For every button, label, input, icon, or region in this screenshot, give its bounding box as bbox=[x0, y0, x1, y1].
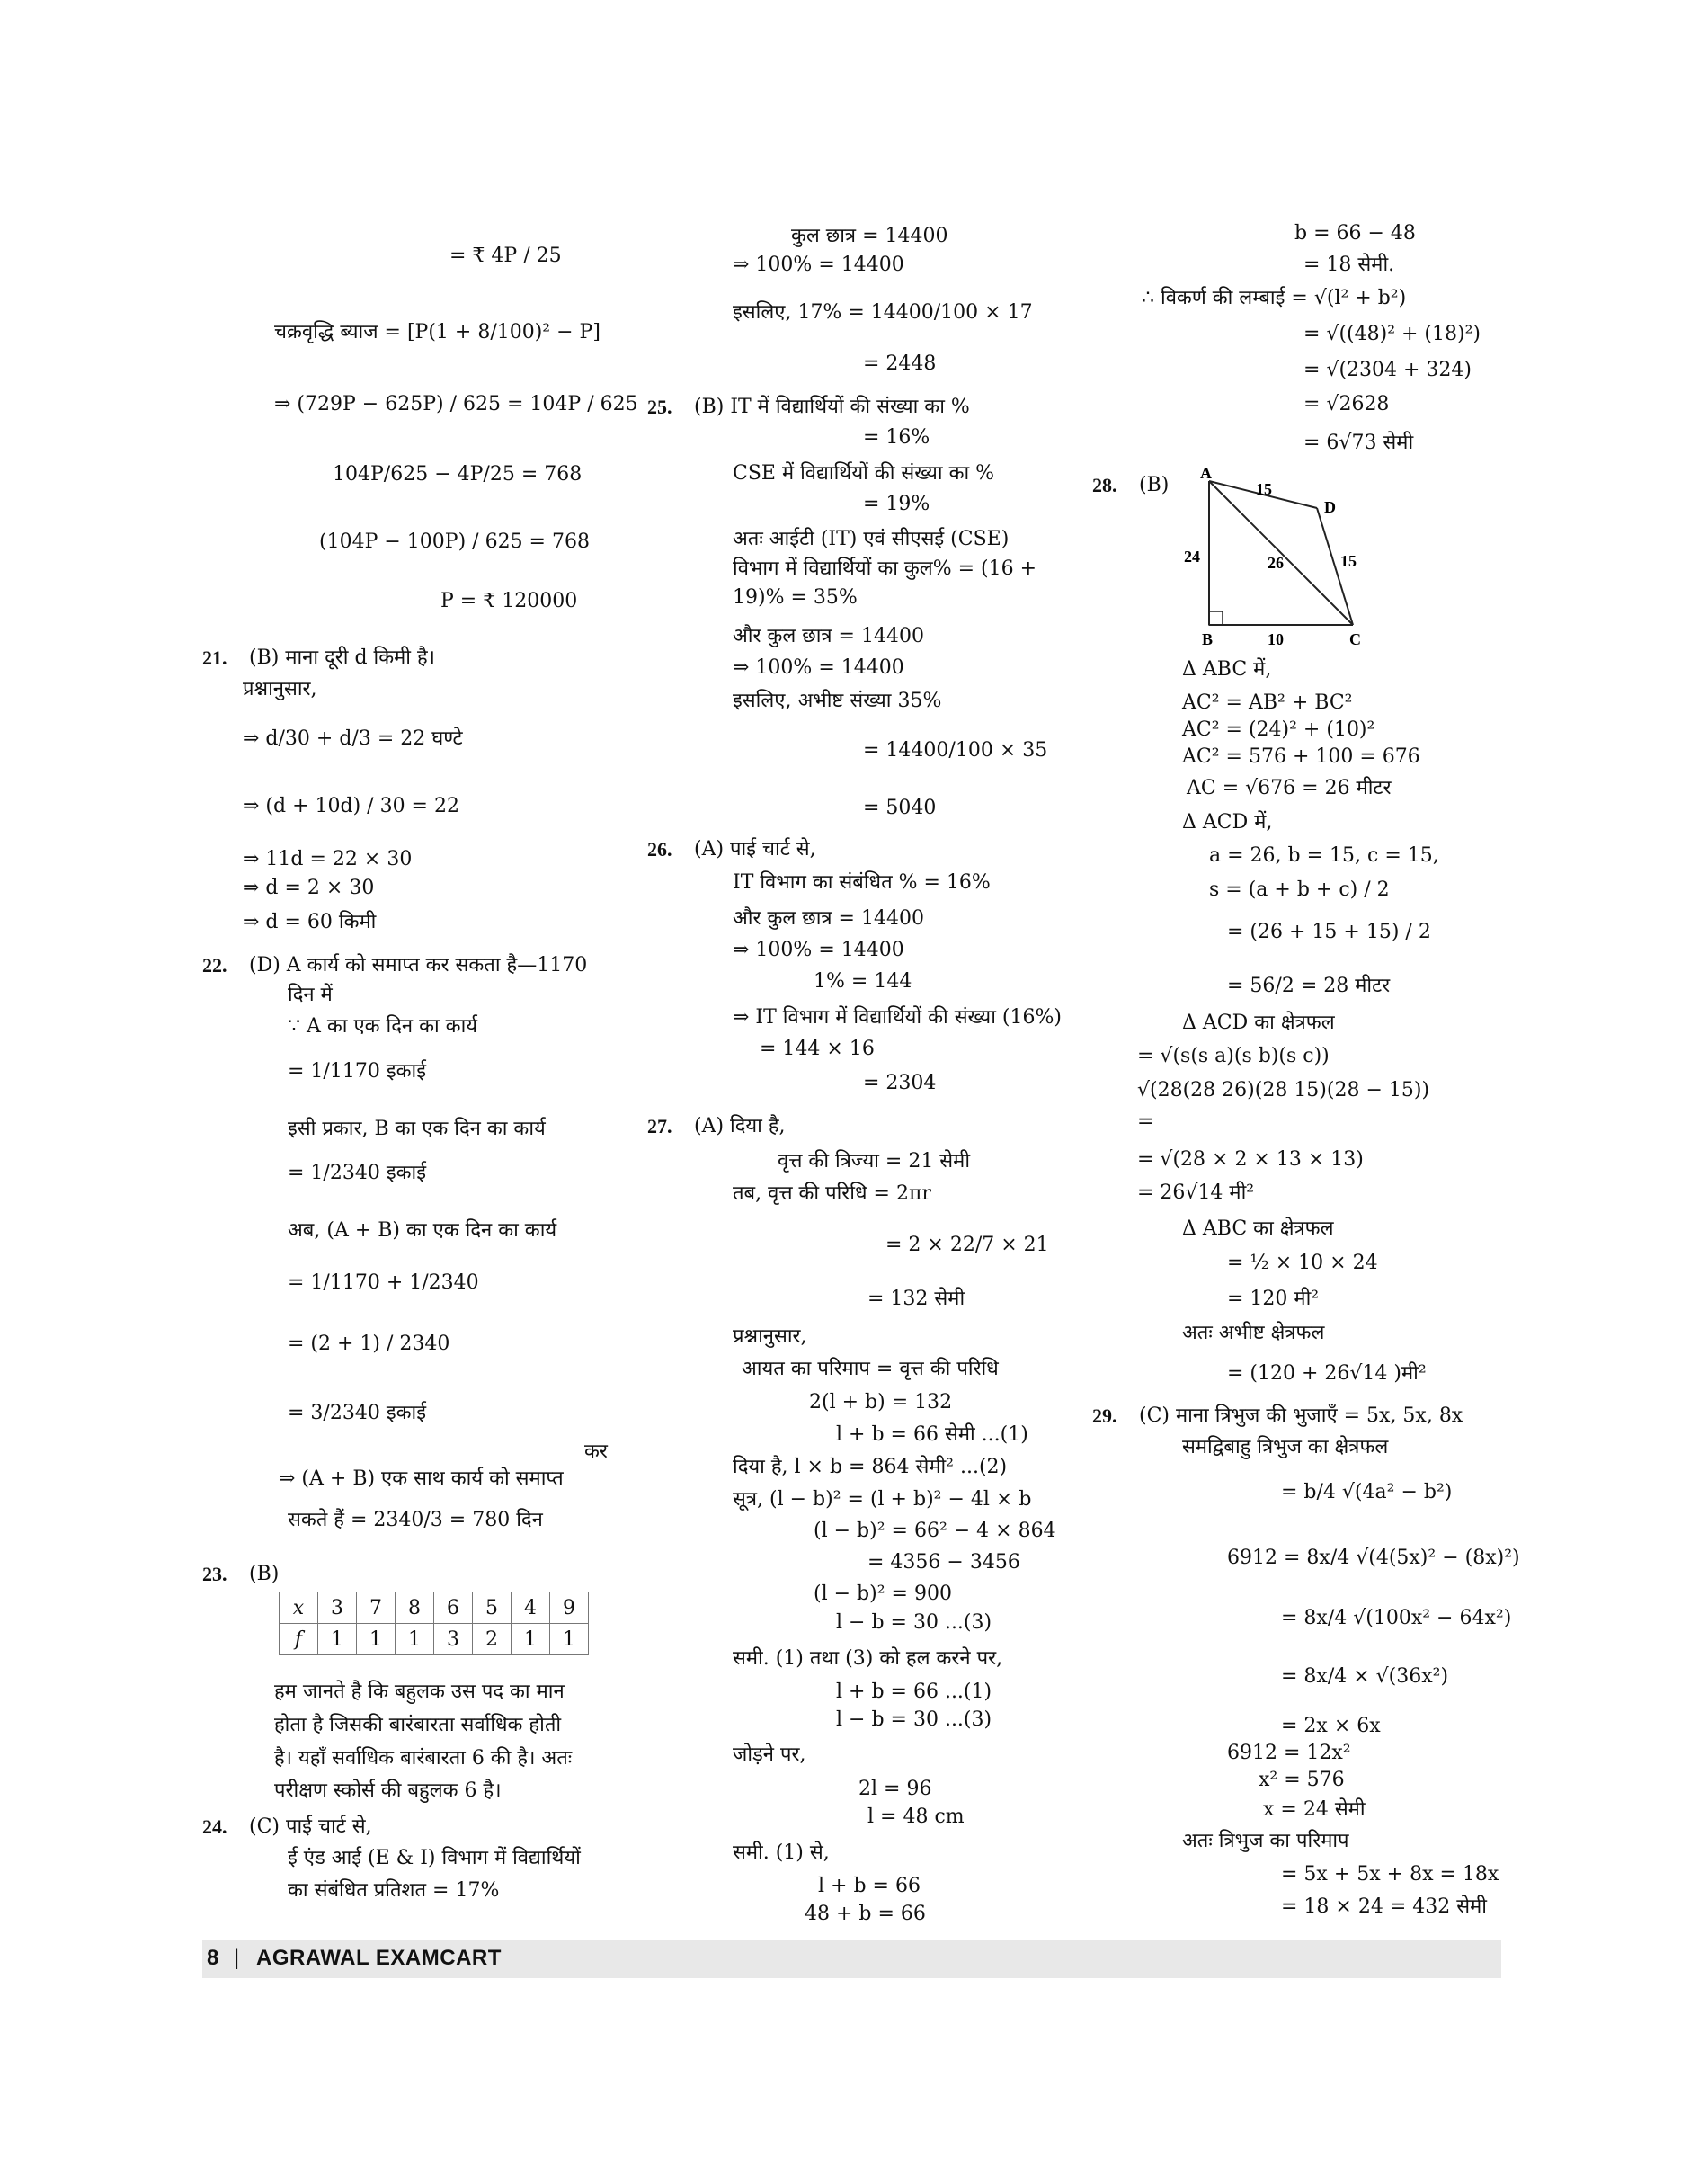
question-number: 23. bbox=[202, 1563, 227, 1585]
text-line: (C) पाई चार्ट से, bbox=[249, 1815, 372, 1838]
table-cell: 8 bbox=[396, 1592, 434, 1624]
text-line: का संबंधित प्रतिशत = 17% bbox=[288, 1879, 500, 1902]
table-cell: 5 bbox=[473, 1592, 512, 1624]
text-line: = bbox=[1137, 1110, 1154, 1133]
text-line: इसलिए, अभीष्ट संख्या 35% bbox=[733, 690, 942, 712]
text-line: प्रश्नानुसार, bbox=[243, 678, 317, 700]
text-line: ⇒ d = 2 × 30 bbox=[243, 877, 375, 899]
text-line: = 14400/100 × 35 bbox=[863, 739, 1048, 762]
text-line: 48 + b = 66 bbox=[805, 1903, 926, 1925]
text-line: = 144 × 16 bbox=[760, 1038, 875, 1060]
table-cell: 1 bbox=[357, 1624, 396, 1655]
table-cell: 2 bbox=[473, 1624, 512, 1655]
text-line: (A) दिया है, bbox=[694, 1115, 786, 1137]
question-number: 25. bbox=[647, 396, 672, 418]
text-line: जोड़ने पर, bbox=[733, 1743, 806, 1766]
text-line: प्रश्नानुसार, bbox=[733, 1325, 807, 1348]
text-line: (l − b)² = 66² − 4 × 864 bbox=[814, 1520, 1056, 1542]
text-line: Δ ABC का क्षेत्रफल bbox=[1182, 1217, 1334, 1240]
text-line: अतः त्रिभुज का परिमाप bbox=[1182, 1830, 1349, 1852]
text-line: ⇒ (729P − 625P) / 625 = 104P / 625 bbox=[274, 393, 638, 415]
text-line: 104P/625 − 4P/25 = 768 bbox=[333, 463, 583, 486]
text-line: 1% = 144 bbox=[814, 970, 912, 993]
text-line: 2(l + b) = 132 bbox=[809, 1391, 953, 1413]
text-line: ⇒ 100% = 14400 bbox=[733, 254, 904, 276]
table-header-cell: f bbox=[280, 1624, 318, 1655]
text-line: समी. (1) से, bbox=[733, 1841, 830, 1864]
text-line: (C) माना त्रिभुज की भुजाएँ = 5x, 5x, 8x bbox=[1139, 1404, 1463, 1427]
text-line: ∴ विकर्ण की लम्बाई = √(l² + b²) bbox=[1142, 287, 1407, 309]
text-line: ⇒ d/30 + d/3 = 22 घण्टे bbox=[243, 727, 463, 750]
text-line: l + b = 66 bbox=[818, 1875, 921, 1897]
question-number: 29. bbox=[1092, 1404, 1117, 1427]
text-line: सकते हैं = 2340/3 = 780 दिन bbox=[288, 1509, 543, 1531]
text-line: = 120 मी² bbox=[1227, 1288, 1320, 1310]
text-line: s = (a + b + c) / 2 bbox=[1209, 878, 1390, 901]
question-number: 24. bbox=[202, 1815, 227, 1838]
page-number: 8 bbox=[207, 1946, 219, 1970]
text-line: AC² = AB² + BC² bbox=[1182, 691, 1353, 714]
text-line: l = 48 cm bbox=[867, 1806, 965, 1828]
table-row bbox=[280, 1624, 589, 1655]
text-line: समी. (1) तथा (3) को हल करने पर, bbox=[733, 1647, 1003, 1670]
text-line: = 2448 bbox=[863, 352, 937, 375]
question-number: 27. bbox=[647, 1115, 672, 1137]
text-line: वृत्त की त्रिज्या = 21 सेमी bbox=[778, 1150, 971, 1173]
text-line: = √((48)² + (18)²) bbox=[1303, 323, 1481, 345]
text-line: दिन में bbox=[288, 984, 333, 1006]
text-line: Δ ACD का क्षेत्रफल bbox=[1182, 1012, 1335, 1034]
text-line: ∵ A का एक दिन का कार्य bbox=[288, 1015, 478, 1038]
text-line: कुल छात्र = 14400 bbox=[791, 225, 948, 247]
text-line: होता है जिसकी बारंबारता सर्वाधिक होती bbox=[274, 1714, 562, 1736]
text-line: दिया है, l × b = 864 सेमी² ...(2) bbox=[733, 1456, 1008, 1478]
text-line: = 2304 bbox=[863, 1072, 937, 1094]
table-cell: 6 bbox=[434, 1592, 473, 1624]
vertex-label: B bbox=[1202, 630, 1214, 648]
text-line: ⇒ 100% = 14400 bbox=[733, 656, 904, 679]
text-line: (D) A कार्य को समाप्त कर सकता है—1170 bbox=[249, 954, 588, 976]
text-line: x = 24 सेमी bbox=[1263, 1798, 1366, 1821]
page-footer bbox=[202, 1940, 1501, 1978]
text-line: = 4356 − 3456 bbox=[867, 1551, 1020, 1574]
text-line: और कुल छात्र = 14400 bbox=[733, 625, 924, 647]
text-line: AC = √676 = 26 मीटर bbox=[1187, 777, 1392, 799]
text-line: = 5040 bbox=[863, 797, 937, 819]
text-line: ⇒ 100% = 14400 bbox=[733, 939, 904, 961]
text-line: = 56/2 = 28 मीटर bbox=[1227, 975, 1391, 997]
text-line: = 8x/4 √(100x² − 64x²) bbox=[1281, 1607, 1512, 1629]
text-line: b = 66 − 48 bbox=[1294, 222, 1416, 245]
edge-label: 26 bbox=[1268, 554, 1284, 572]
text-line: l − b = 30 ...(3) bbox=[836, 1611, 992, 1634]
triangle-figure bbox=[1184, 464, 1371, 648]
text-line: (A) पाई चार्ट से, bbox=[694, 838, 816, 861]
text-line: अतः आईटी (IT) एवं सीएसई (CSE) bbox=[733, 528, 1010, 550]
text-line: = 18 सेमी. bbox=[1303, 254, 1395, 276]
table-cell: 3 bbox=[434, 1624, 473, 1655]
text-line: l − b = 30 ...(3) bbox=[836, 1708, 992, 1731]
text-line: √(28(28 26)(28 15)(28 − 15)) bbox=[1137, 1079, 1430, 1101]
text-line: = b/4 √(4a² − b²) bbox=[1281, 1481, 1453, 1503]
vertex-label: A bbox=[1200, 464, 1212, 482]
text-line: 2l = 96 bbox=[858, 1778, 932, 1800]
text-line: = 6√73 सेमी bbox=[1303, 432, 1414, 454]
text-line: हम जानते है कि बहुलक उस पद का मान bbox=[274, 1681, 565, 1703]
text-line: = 8x/4 × √(36x²) bbox=[1281, 1665, 1449, 1688]
vertex-label: D bbox=[1324, 498, 1336, 516]
text-line: Δ ABC में, bbox=[1182, 658, 1272, 681]
table-cell: 1 bbox=[550, 1624, 589, 1655]
text-line: = 1/2340 इकाई bbox=[288, 1162, 427, 1184]
text-line: इसलिए, 17% = 14400/100 × 17 bbox=[733, 301, 1033, 324]
text-line: ⇒ IT विभाग में विद्यार्थियों की संख्या (16%) bbox=[733, 1006, 1062, 1029]
text-line: 6912 = 12x² bbox=[1227, 1742, 1351, 1764]
text-line: IT विभाग का संबंधित % = 16% bbox=[733, 871, 991, 894]
text-line: ई एंड आई (E & I) विभाग में विद्यार्थियों bbox=[288, 1847, 581, 1869]
text-line: l + b = 66 ...(1) bbox=[836, 1681, 992, 1703]
question-number: 22. bbox=[202, 954, 227, 976]
edge-label: 24 bbox=[1184, 548, 1200, 566]
text-line: = ₹ 4P / 25 bbox=[449, 245, 562, 267]
text-line: = 2 × 22/7 × 21 bbox=[885, 1234, 1049, 1256]
text-line: = 18 × 24 = 432 सेमी bbox=[1281, 1895, 1487, 1918]
text-line: x² = 576 bbox=[1259, 1769, 1345, 1791]
question-number: 28. bbox=[1092, 474, 1117, 496]
text-line: (l − b)² = 900 bbox=[814, 1583, 952, 1605]
text-line: (B) bbox=[1139, 474, 1170, 496]
text-line: (104P − 100P) / 625 = 768 bbox=[319, 531, 590, 553]
frequency-table bbox=[279, 1592, 589, 1655]
text-line: = 1/1170 इकाई bbox=[288, 1060, 427, 1083]
text-line: ⇒ d = 60 किमी bbox=[243, 911, 377, 933]
text-line: 19)% = 35% bbox=[733, 586, 858, 609]
table-cell: 1 bbox=[512, 1624, 550, 1655]
text-line: = 1/1170 + 1/2340 bbox=[288, 1271, 479, 1294]
text-line: = 132 सेमी bbox=[867, 1288, 965, 1310]
text-line: (B) माना दूरी d किमी है। bbox=[249, 647, 435, 669]
text-line: 6912 = 8x/4 √(4(5x)² − (8x)²) bbox=[1227, 1547, 1520, 1569]
text-line: = 16% bbox=[863, 426, 930, 449]
text-line: = √(28 × 2 × 13 × 13) bbox=[1137, 1148, 1364, 1171]
text-line: कर bbox=[584, 1440, 608, 1463]
text-line: अतः अभीष्ट क्षेत्रफल bbox=[1182, 1322, 1325, 1344]
text-line: Δ ACD में, bbox=[1182, 811, 1273, 834]
text-line: = ½ × 10 × 24 bbox=[1227, 1252, 1378, 1274]
text-line: = 2x × 6x bbox=[1281, 1715, 1381, 1737]
text-line: = √(2304 + 324) bbox=[1303, 359, 1472, 381]
text-line: CSE में विद्यार्थियों की संख्या का % bbox=[733, 462, 995, 485]
text-line: तब, वृत्त की परिधि = 2πr bbox=[733, 1182, 931, 1205]
text-line: = (120 + 26√14 )मी² bbox=[1227, 1362, 1427, 1385]
question-number: 21. bbox=[202, 647, 227, 669]
table-cell: 7 bbox=[357, 1592, 396, 1624]
text-line: P = ₹ 120000 bbox=[440, 590, 578, 612]
text-line: (B) IT में विद्यार्थियों की संख्या का % bbox=[694, 396, 970, 418]
text-line: = 3/2340 इकाई bbox=[288, 1402, 427, 1424]
brand-name: AGRAWAL EXAMCART bbox=[256, 1946, 502, 1970]
edge-label: 15 bbox=[1340, 552, 1357, 570]
text-line: AC² = (24)² + (10)² bbox=[1182, 718, 1375, 741]
text-line: = 5x + 5x + 8x = 18x bbox=[1281, 1863, 1499, 1886]
table-cell: 4 bbox=[512, 1592, 550, 1624]
text-line: इसी प्रकार, B का एक दिन का कार्य bbox=[288, 1118, 546, 1140]
text-line: = 19% bbox=[863, 493, 930, 515]
table-header-cell: x bbox=[280, 1592, 318, 1624]
text-line: ⇒ (d + 10d) / 30 = 22 bbox=[243, 795, 459, 817]
table-cell: 3 bbox=[318, 1592, 357, 1624]
table-row bbox=[280, 1592, 589, 1624]
edge-label: 10 bbox=[1268, 630, 1284, 648]
text-line: अब, (A + B) का एक दिन का कार्य bbox=[288, 1219, 557, 1242]
text-line: परीक्षण स्कोर्स की बहुलक 6 है। bbox=[274, 1779, 502, 1802]
text-line: है। यहाँ सर्वाधिक बारंबारता 6 की है। अतः bbox=[274, 1747, 573, 1770]
text-line: चक्रवृद्धि ब्याज = [P(1 + 8/100)² − P] bbox=[274, 321, 600, 343]
table-cell: 1 bbox=[318, 1624, 357, 1655]
text-line: आयत का परिमाप = वृत्त की परिधि bbox=[742, 1358, 999, 1380]
text-line: ⇒ 11d = 22 × 30 bbox=[243, 848, 413, 870]
text-line: विभाग में विद्यार्थियों का कुल% = (16 + bbox=[733, 557, 1037, 580]
text-line: AC² = 576 + 100 = 676 bbox=[1182, 745, 1420, 768]
text-line: (B) bbox=[249, 1563, 280, 1585]
text-line: = 26√14 मी² bbox=[1137, 1182, 1255, 1204]
text-line: ⇒ (A + B) एक साथ कार्य को समाप्त bbox=[279, 1467, 564, 1490]
text-line: = √(s(s a)(s b)(s c)) bbox=[1137, 1045, 1330, 1067]
question-number: 26. bbox=[647, 838, 672, 861]
text-line: और कुल छात्र = 14400 bbox=[733, 907, 924, 930]
text-line: = √2628 bbox=[1303, 393, 1390, 415]
text-line: l + b = 66 सेमी ...(1) bbox=[836, 1423, 1028, 1446]
text-line: = (26 + 15 + 15) / 2 bbox=[1227, 921, 1431, 943]
table-cell: 9 bbox=[550, 1592, 589, 1624]
text-line: = (2 + 1) / 2340 bbox=[288, 1333, 450, 1355]
table-cell: 1 bbox=[396, 1624, 434, 1655]
text-line: सूत्र, (l − b)² = (l + b)² − 4l × b bbox=[733, 1488, 1032, 1511]
text-line: a = 26, b = 15, c = 15, bbox=[1209, 844, 1439, 867]
vertex-label: C bbox=[1349, 630, 1361, 648]
edge-label: 15 bbox=[1256, 480, 1272, 498]
footer-separator: | bbox=[234, 1946, 240, 1970]
text-line: समद्विबाहु त्रिभुज का क्षेत्रफल bbox=[1182, 1436, 1389, 1458]
